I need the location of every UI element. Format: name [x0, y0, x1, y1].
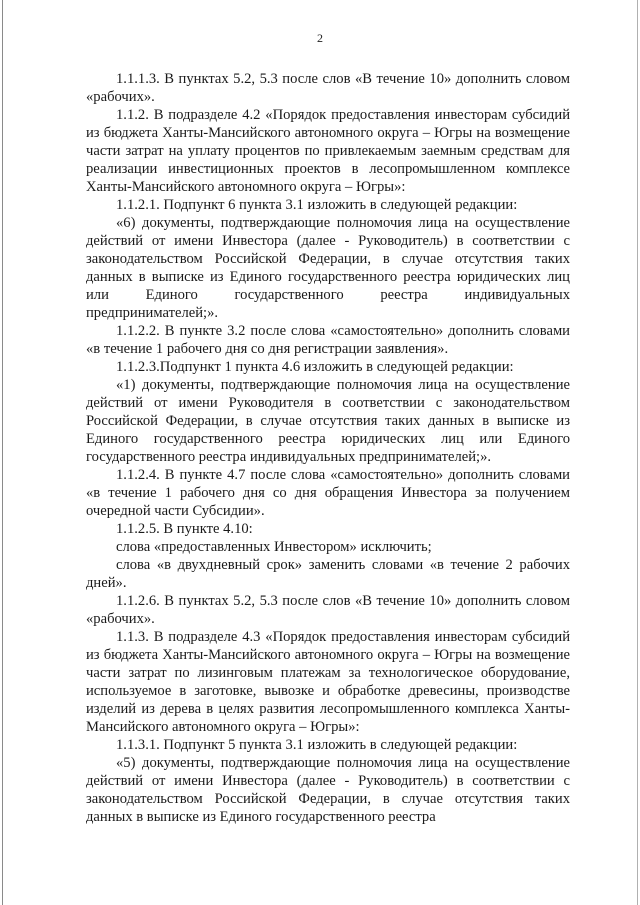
paragraph-1-1-2-2: 1.1.2.2. В пункте 3.2 после слова «самостоятельно» дополнить словами «в течение 1 рабочего дня со дня регистрации заявления».: [86, 323, 570, 357]
paragraph-1-1-2-5: 1.1.2.5. В пункте 4.10:: [116, 521, 253, 537]
paragraph-1-1-2-3: 1.1.2.3.Подпункт 1 пункта 4.6 изложить в следующей редакции:: [116, 359, 514, 375]
paragraph-exclude-words: слова «предоставленных Инвестором» исключить;: [116, 539, 432, 555]
paragraph-1-1-2-6: 1.1.2.6. В пунктах 5.2, 5.3 после слов «В течение 10» дополнить словом «рабочих».: [86, 593, 570, 627]
paragraph-subitem-5: «5) документы, подтверждающие полномочия лица на осуществление действий от имени Инвестора (далее - Руководитель) в соответствии с законодательством Российской Федерации, в случае отсутствия таких данных в выписке из Единого государственного реестра: [86, 755, 570, 825]
paragraph-1-1-2-4: 1.1.2.4. В пункте 4.7 после слова «самостоятельно» дополнить словами «в течение 1 рабочего дня со дня обращения Инвестора за получением очередной части Субсидии».: [86, 467, 570, 519]
paragraph-subitem-1: «1) документы, подтверждающие полномочия лица на осуществление действий от имени Руководителя в соответствии с законодательством Российской Федерации, в случае отсутствия таких данных в выписке из Единого государственного реестра юридических лиц или Единого государственного реестра индивидуальных предпринимателей;».: [86, 377, 570, 465]
document-body: [86, 70, 570, 826]
paragraph-1-1-2: 1.1.2. В подразделе 4.2 «Порядок предоставления инвесторам субсидий из бюджета Ханты-Мансийского автономного округа – Югры на возмещение части затрат на уплату процентов по привлекаемым заемным средствам для реализации инвестиционных проектов в лесопромышленном комплексе Ханты-Мансийского автономного округа – Югры»:: [86, 107, 570, 195]
scan-edge-right: [637, 0, 638, 905]
paragraph-1-1-2-1: 1.1.2.1. Подпункт 6 пункта 3.1 изложить в следующей редакции:: [116, 197, 518, 213]
page-number: 2: [317, 31, 323, 45]
paragraph-subitem-6: «6) документы, подтверждающие полномочия лица на осуществление действий от имени Инвестора (далее - Руководитель) в соответствии с законодательством Российской Федерации, в случае отсутствия таких данных в выписке из Единого государственного реестра юридических лиц или Единого государственного реестра индивидуальных предпринимателей;».: [86, 215, 570, 321]
paragraph-1-1-3: 1.1.3. В подразделе 4.3 «Порядок предоставления инвесторам субсидий из бюджета Ханты-Мансийского автономного округа – Югры на возмещение части затрат по лизинговым платежам за технологическое оборудование, используемое в заготовке, вывозке и обработке древесины, производстве изделий из дерева в целях развития лесопромышленного комплекса Ханты-Мансийского автономного округа – Югры»:: [86, 629, 570, 735]
scan-edge-left: [2, 0, 3, 905]
paragraph-1-1-3-1: 1.1.3.1. Подпункт 5 пункта 3.1 изложить в следующей редакции:: [116, 737, 518, 753]
paragraph-replace-words: слова «в двухдневный срок» заменить словами «в течение 2 рабочих дней».: [86, 557, 570, 591]
paragraph-1-1-1-3: 1.1.1.3. В пунктах 5.2, 5.3 после слов «В течение 10» дополнить словом «рабочих».: [86, 71, 570, 105]
